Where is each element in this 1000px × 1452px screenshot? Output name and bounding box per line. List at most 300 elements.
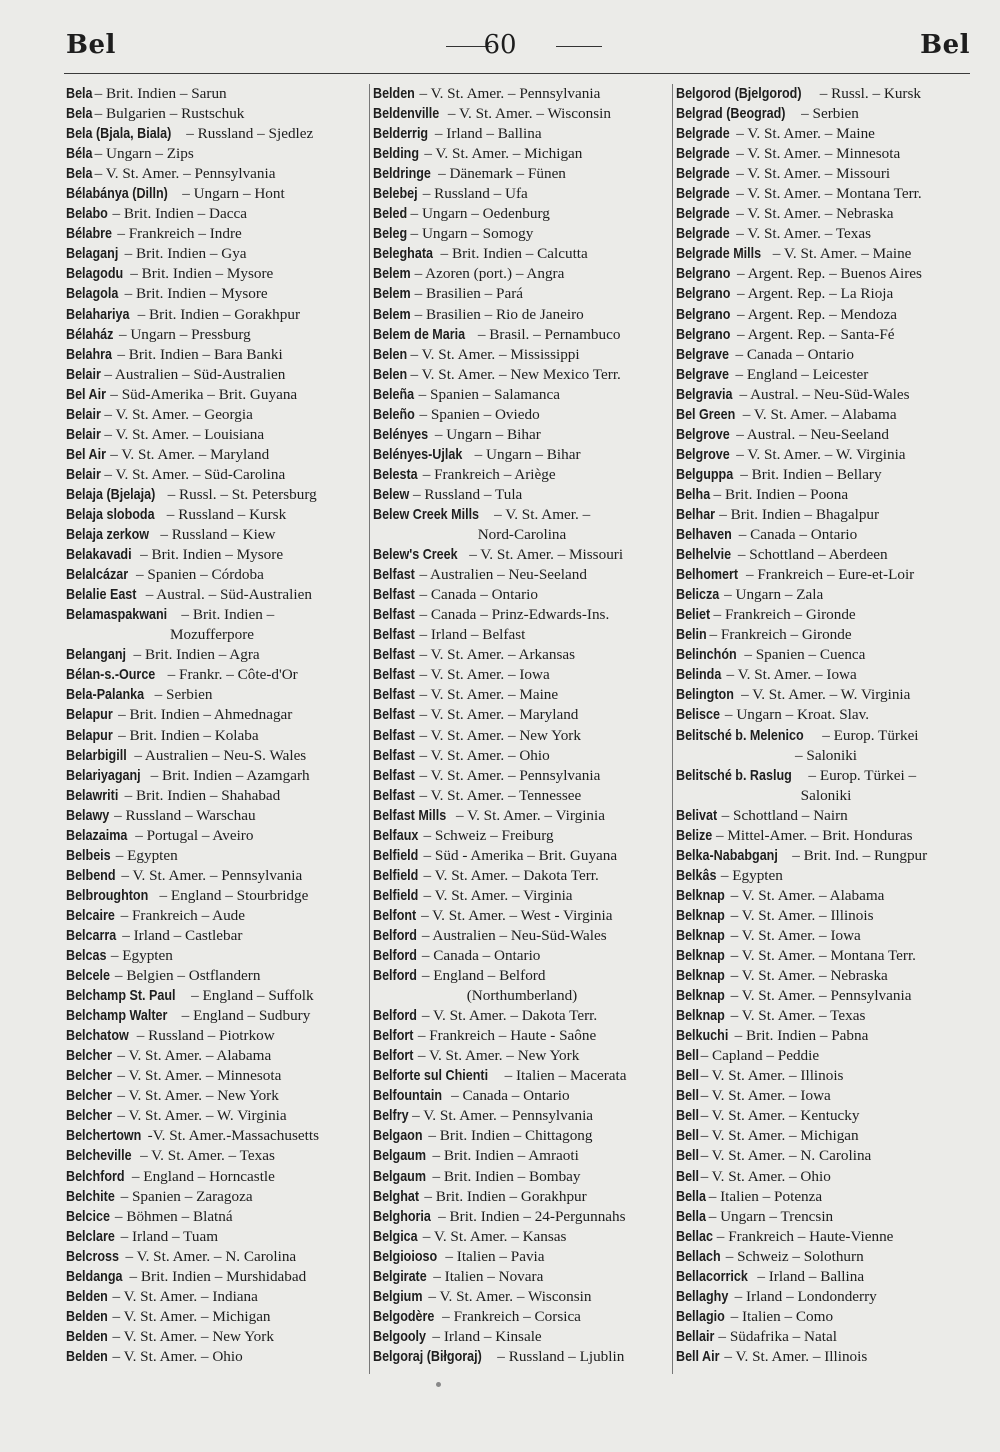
gazetteer-entry <box>676 244 976 264</box>
entry-location: – Portugal – Aveiro <box>131 826 254 844</box>
entry-location: – Süd-Amerika – Brit. Guyana <box>106 385 298 403</box>
entry-headword: Belaja zerkow <box>66 527 150 544</box>
entry-headword: Belfort <box>373 1028 414 1045</box>
entry-location: – Irland – Tuam <box>116 1227 219 1245</box>
entry-headword: Belagola <box>66 286 119 303</box>
entry-headword: Belclare <box>66 1228 115 1245</box>
entry-headword: Belényes-Ujlak <box>373 446 463 463</box>
entry-headword: Belchertown <box>66 1128 142 1145</box>
entry-location: – Irland – Castlebar <box>118 926 243 944</box>
entry-headword: Béla <box>66 146 93 163</box>
entry-location: – Brit. Indien – Bhagalpur <box>715 505 880 523</box>
gazetteer-entry <box>66 746 358 766</box>
entry-headword: Belfast <box>373 587 415 604</box>
entry-headword: Belfast <box>373 787 415 804</box>
entry-location: – Serbien <box>797 105 859 123</box>
entry-location: – Schweiz – Solothurn <box>721 1247 864 1265</box>
gazetteer-entry <box>676 1026 976 1046</box>
gazetteer-entry <box>373 1207 671 1227</box>
entry-location: – Brit. Indien – 24-Pergunnahs <box>434 1207 626 1225</box>
entry-headword: Belitsché b. Raslug <box>676 767 792 784</box>
entry-headword: Bell <box>676 1068 700 1085</box>
entry-location: – V. St. Amer. – Iowa <box>722 666 857 684</box>
entry-headword: Belinda <box>676 667 722 684</box>
gazetteer-entry <box>676 1046 976 1066</box>
entry-headword: Belforte sul Chienti <box>373 1068 489 1085</box>
entry-headword: Belfast <box>373 767 415 784</box>
entry-location: – Italien – Potenza <box>704 1187 823 1205</box>
entry-location: – Ungarn – Zala <box>720 586 824 604</box>
gazetteer-entry <box>373 184 671 204</box>
gazetteer-entry <box>373 1086 671 1106</box>
gazetteer-entry <box>66 224 358 244</box>
entry-headword: Beldanga <box>66 1268 123 1285</box>
gazetteer-entry <box>66 1046 358 1066</box>
entry-headword: Belcher <box>66 1088 113 1105</box>
gazetteer-entry <box>66 204 358 224</box>
entry-location: – Brit. Indien – Ahmednagar <box>114 706 293 724</box>
entry-headword: Belem <box>373 286 411 303</box>
entry-location: – England – Suffolk <box>187 987 314 1005</box>
gazetteer-entry <box>66 1167 358 1187</box>
gazetteer-entry <box>66 1187 358 1207</box>
gazetteer-entry <box>676 164 976 184</box>
entry-continuation: – Saloniki <box>794 746 858 764</box>
entry-location: – Böhmen – Blatná <box>111 1207 233 1225</box>
gazetteer-entry <box>373 685 671 705</box>
entry-location: – Australien – Neu-Seeland <box>415 566 587 584</box>
gazetteer-entry <box>373 545 671 565</box>
entry-headword: Belfast <box>373 627 415 644</box>
entry-location: – V. St. Amer. – <box>490 505 591 523</box>
entry-headword: Belgrano <box>676 286 731 303</box>
entry-headword: Beliet <box>676 607 711 624</box>
entry-location: – Brit. Indien – Shahabad <box>120 786 281 804</box>
gazetteer-entry <box>676 465 976 485</box>
gazetteer-entry <box>373 826 671 846</box>
entry-headword: Belazaima <box>66 827 128 844</box>
gazetteer-entry <box>676 665 976 685</box>
entry-location: – V. St. Amer. – Dakota Terr. <box>419 866 599 884</box>
entry-location: – Russland – Kiew <box>156 526 276 544</box>
gazetteer-entry <box>676 425 976 445</box>
entry-location: – V. St. Amer. – Texas <box>726 1007 866 1025</box>
entry-location: – V. St. Amer. – Pennsylvania <box>117 866 303 884</box>
gazetteer-entry <box>373 726 671 746</box>
entry-location: – Brasilien – Pará <box>410 285 524 303</box>
gazetteer-entry <box>373 1227 671 1247</box>
gazetteer-entry <box>66 866 358 886</box>
entry-headword: Belapur <box>66 727 113 744</box>
gazetteer-entry <box>676 445 976 465</box>
gazetteer-entry <box>373 645 671 665</box>
entry-headword: Belcice <box>66 1208 110 1225</box>
entry-headword: Belfast <box>373 607 415 624</box>
entry-location: – V. St. Amer. – Iowa <box>726 926 861 944</box>
entry-headword: Belfield <box>373 847 419 864</box>
entry-location: – Canada – Ontario <box>447 1087 570 1105</box>
entry-headword: Belgrade <box>676 166 730 183</box>
entry-location: – Frankreich – Ariège <box>418 465 556 483</box>
gazetteer-entry <box>676 886 976 906</box>
entry-location: – V. St. Amer. – New York <box>414 1047 580 1065</box>
gazetteer-entry <box>66 966 358 986</box>
gazetteer-entry <box>676 1207 976 1227</box>
entry-headword: Belkâs <box>676 867 717 884</box>
entry-location: – V. St. Amer. – Maryland <box>106 445 270 463</box>
gazetteer-entry <box>66 144 358 164</box>
entry-location: – V. St. Amer. – Michigan <box>696 1127 859 1145</box>
entry-location: – Azoren (port.) – Angra <box>410 265 565 283</box>
gazetteer-entry <box>676 1307 976 1327</box>
entry-headword: Beled <box>373 206 408 223</box>
entry-location: – Brit. Indien – Gya <box>120 245 247 263</box>
entry-headword: Belfry <box>373 1108 409 1125</box>
entry-location: – Canada – Ontario <box>415 586 538 604</box>
gazetteer-entry <box>66 485 358 505</box>
gazetteer-entry <box>676 365 976 385</box>
entry-location: – V. St. Amer. – Illinois <box>696 1067 844 1085</box>
entry-location: – V. St. Amer. – Illinois <box>726 906 874 924</box>
entry-headword: Bell <box>676 1168 700 1185</box>
entry-location: – Brit. Indien – Amraoti <box>428 1147 579 1165</box>
entry-headword: Belair <box>66 426 101 443</box>
gazetteer-entry <box>66 264 358 284</box>
entry-location: – V. St. Amer. – New Mexico Terr. <box>406 365 621 383</box>
entry-location: – Spanien – Cuenca <box>740 646 866 664</box>
entry-location: – V. St. Amer. – Kansas <box>418 1227 567 1245</box>
entry-location: – V. St. Amer. – Maine <box>415 686 559 704</box>
entry-headword: Belaja (Bjelaja) <box>66 486 156 503</box>
entry-location: – V. St. Amer. – Minnesota <box>113 1067 282 1085</box>
entry-headword: Bellach <box>676 1248 721 1265</box>
entry-location: – Brit. Indien – Murshidabad <box>125 1267 307 1285</box>
page-header <box>0 26 1000 72</box>
column-1 <box>66 84 358 1367</box>
entry-headword: Belew's Creek <box>373 547 458 564</box>
entry-headword: Belcas <box>66 948 107 965</box>
gazetteer-entry <box>66 826 358 846</box>
gazetteer-entry <box>373 1046 671 1066</box>
entry-headword: Belgooly <box>373 1328 426 1345</box>
entry-location: – Spanien – Oviedo <box>415 405 540 423</box>
entry-location: – Brit. Indien – Sarun <box>90 85 227 102</box>
entry-headword: Belgoraj (Biłgoraj) <box>373 1348 482 1365</box>
entry-headword: Bellac <box>676 1228 713 1245</box>
gazetteer-entry <box>676 1347 976 1367</box>
gazetteer-entry <box>373 385 671 405</box>
gazetteer-entry <box>66 1066 358 1086</box>
entry-headword: Bell <box>676 1148 700 1165</box>
entry-location: – Russland – Piotrkow <box>132 1027 275 1045</box>
entry-headword: Belgrove <box>676 446 730 463</box>
entry-location: – Brit. Indien – Bombay <box>428 1167 581 1185</box>
gazetteer-entry <box>373 1106 671 1126</box>
entry-headword: Belden <box>66 1308 108 1325</box>
entry-headword: Belgioioso <box>373 1248 438 1265</box>
entry-location: – Frankreich – Haute-Vienne <box>713 1227 894 1245</box>
entry-location: – Brit. Indien – Bellary <box>736 465 882 483</box>
gazetteer-entry <box>676 1227 976 1247</box>
gazetteer-entry <box>676 906 976 926</box>
entry-location: – Belgien – Ostflandern <box>111 967 261 985</box>
gazetteer-entry <box>373 906 671 926</box>
entry-location: – V. St. Amer. – Michigan <box>420 145 583 163</box>
gazetteer-entry <box>373 605 671 625</box>
entry-location: – V. St. Amer. – Montana Terr. <box>726 947 916 965</box>
entry-headword: Belfaux <box>373 827 419 844</box>
gazetteer-entry <box>676 505 976 525</box>
gazetteer-entry <box>373 1267 671 1287</box>
gazetteer-entry <box>676 305 976 325</box>
gazetteer-entry <box>676 1167 976 1187</box>
gazetteer-entry <box>676 1287 976 1307</box>
gazetteer-entry <box>676 926 976 946</box>
gazetteer-entry <box>676 1267 976 1287</box>
entry-location: – V. St. Amer. – Dakota Terr. <box>418 1007 598 1025</box>
entry-location: – Brit. Indien – Mysore <box>136 546 284 564</box>
entry-location: – Brit. Indien – Chittagong <box>424 1127 593 1145</box>
entry-headword: Belgrade <box>676 206 730 223</box>
entry-headword: Belfast <box>373 747 415 764</box>
gazetteer-entry <box>66 365 358 385</box>
entry-location: – Italien – Novara <box>429 1267 544 1285</box>
gazetteer-entry <box>676 766 976 806</box>
entry-location: – Frankr. – Côte-d'Or <box>163 666 298 684</box>
entry-headword: Belfast <box>373 687 415 704</box>
gazetteer-entry <box>66 986 358 1006</box>
entry-headword: Beldenville <box>373 106 440 123</box>
entry-location: – Ungarn – Hont <box>178 185 285 203</box>
entry-location: – V. St. Amer. – Alabama <box>738 405 897 423</box>
entry-location: -V. St. Amer.-Massachusetts <box>147 1127 319 1145</box>
entry-headword: Belanganj <box>66 647 126 664</box>
gazetteer-entry <box>66 946 358 966</box>
entry-location: – V. St. Amer. – Louisiana <box>100 425 265 443</box>
gazetteer-entry <box>66 345 358 365</box>
entry-headword: Belfort <box>373 1048 414 1065</box>
entry-location: – Egypten <box>717 866 783 884</box>
entry-headword: Belgrade Mills <box>676 246 762 263</box>
gazetteer-entry <box>66 605 358 645</box>
entry-headword: Belgaon <box>373 1128 423 1145</box>
entry-location: – V. St. Amer. – Iowa <box>696 1087 831 1105</box>
entry-location: – Schottland – Aberdeen <box>734 546 888 564</box>
entry-location: – Russland – Tula <box>409 485 523 503</box>
entry-headword: Bel Green <box>676 406 736 423</box>
gazetteer-entry <box>373 445 671 465</box>
gazetteer-entry <box>373 565 671 585</box>
entry-headword: Bellair <box>676 1328 715 1345</box>
entry-location: – Irland – Londonderry <box>730 1287 877 1305</box>
gazetteer-entry <box>373 625 671 645</box>
entry-headword: Belchite <box>66 1188 115 1205</box>
entry-location: – Canada – Ontario <box>418 947 541 965</box>
gazetteer-entry <box>373 465 671 485</box>
entry-headword: Belcher <box>66 1108 113 1125</box>
entry-location: – V. St. Amer. – Ohio <box>415 746 550 764</box>
entry-headword: Belha <box>676 486 711 503</box>
entry-location: – Austral. – Neu-Seeland <box>732 425 889 443</box>
gazetteer-entry <box>373 665 671 685</box>
entry-location: – V. St. Amer. – Nebraska <box>732 205 894 223</box>
gazetteer-entry <box>66 565 358 585</box>
entry-headword: Belknap <box>676 1008 725 1025</box>
entry-headword: Belgrano <box>676 266 731 283</box>
entry-headword: Belen <box>373 366 408 383</box>
entry-headword: Belkuchi <box>676 1028 729 1045</box>
entry-location: – Irland – Belfast <box>415 626 526 644</box>
entry-location: – Ungarn – Somogy <box>406 225 534 243</box>
entry-location: – Brit. Indien – Azamgarh <box>146 766 310 784</box>
entry-location: – Süd - Amerika – Brit. Guyana <box>419 846 618 864</box>
entry-headword: Belchatow <box>66 1028 129 1045</box>
entry-headword: Belfountain <box>373 1088 443 1105</box>
gazetteer-entry <box>676 84 976 104</box>
gazetteer-entry <box>66 405 358 425</box>
entry-location: – Serbien <box>150 686 213 704</box>
entry-location: – V. St. Amer. – Mississippi <box>406 345 580 363</box>
entry-location: – V. St. Amer. – Maine <box>768 245 912 263</box>
entry-location: – V. St. Amer. – Virginia <box>419 886 573 904</box>
entry-location: – V. St. Amer. – Wisconsin <box>424 1287 592 1305</box>
entry-location: – V. St. Amer. – New York <box>108 1327 274 1345</box>
gazetteer-entry <box>66 124 358 144</box>
gazetteer-entry <box>66 545 358 565</box>
entry-location: – V. St. Amer. – Pennsylvania <box>726 987 912 1005</box>
entry-location: – Ungarn – Oedenburg <box>406 205 550 223</box>
entry-headword: Belguppa <box>676 466 734 483</box>
entry-location: – Egypten <box>111 846 178 864</box>
entry-location: – Argent. Rep. – Buenos Aires <box>733 265 922 283</box>
entry-continuation: Saloniki <box>800 786 852 804</box>
entry-headword: Bélabre <box>66 226 113 243</box>
entry-headword: Belka-Nababganj <box>676 847 778 864</box>
entry-location: – Canada – Ontario <box>734 526 858 544</box>
entry-headword: Bell <box>676 1088 700 1105</box>
entry-headword: Belgaum <box>373 1168 427 1185</box>
entry-location: – V. St. Amer. – Ohio <box>696 1167 831 1185</box>
gazetteer-entry <box>676 224 976 244</box>
entry-location: – Frankreich – Gironde <box>709 606 856 624</box>
entry-headword: Belgrove <box>676 426 730 443</box>
entry-location: – England – Belford <box>418 967 546 985</box>
gazetteer-entry <box>373 1146 671 1166</box>
gazetteer-entry <box>66 505 358 525</box>
gazetteer-entry <box>66 465 358 485</box>
entry-headword: Belfast Mills <box>373 807 447 824</box>
entry-headword: Belgrade <box>676 186 730 203</box>
gazetteer-entry <box>66 84 358 104</box>
entry-location: – V. St. Amer. – Illinois <box>720 1347 868 1365</box>
entry-headword: Belford <box>373 948 417 965</box>
entry-headword: Belgodère <box>373 1308 435 1325</box>
gazetteer-entry <box>676 204 976 224</box>
entry-location: – V. St. Amer. – Maryland <box>415 706 579 724</box>
gazetteer-entry <box>66 806 358 826</box>
entry-headword: Belalcázar <box>66 567 129 584</box>
entry-headword: Belchamp Walter <box>66 1008 168 1025</box>
gazetteer-entry <box>676 826 976 846</box>
gazetteer-entry <box>676 966 976 986</box>
entry-location: – Spanien – Córdoba <box>132 566 264 584</box>
entry-headword: Belhelvie <box>676 547 732 564</box>
entry-headword: Belfast <box>373 707 415 724</box>
entry-headword: Belagodu <box>66 266 124 283</box>
gazetteer-entry <box>373 204 671 224</box>
entry-headword: Belcher <box>66 1048 113 1065</box>
gazetteer-entry <box>66 104 358 124</box>
entry-headword: Belden <box>66 1288 108 1305</box>
gazetteer-entry <box>676 1247 976 1267</box>
gazetteer-entry <box>676 545 976 565</box>
entry-location: – Schweiz – Freiburg <box>419 826 554 844</box>
gazetteer-entry <box>676 325 976 345</box>
entry-location: – V. St. Amer. – Arkansas <box>415 646 576 664</box>
entry-headword: Belford <box>373 927 417 944</box>
entry-location: – Ungarn – Bihar <box>431 425 541 443</box>
gazetteer-entry <box>373 425 671 445</box>
entry-continuation: (Northumberland) <box>466 987 578 1005</box>
gazetteer-entry <box>676 1106 976 1126</box>
entry-headword: Belgrade <box>676 126 730 143</box>
entry-headword: Belisce <box>676 707 720 724</box>
entry-headword: Belgrade <box>676 146 730 163</box>
gazetteer-entry <box>373 705 671 725</box>
entry-headword: Belahra <box>66 346 113 363</box>
entry-location: – V. St. Amer. – W. Virginia <box>732 445 906 463</box>
entry-headword: Belford <box>373 968 417 985</box>
gazetteer-entry <box>676 1006 976 1026</box>
entry-headword: Belgaum <box>373 1148 427 1165</box>
entry-headword: Belhaven <box>676 527 732 544</box>
gazetteer-entry <box>66 1126 358 1146</box>
entry-location: – V. St. Amer. – Virginia <box>452 806 605 824</box>
gazetteer-entry <box>66 766 358 786</box>
entry-headword: Belding <box>373 146 420 163</box>
gazetteer-entry <box>373 345 671 365</box>
gazetteer-entry <box>676 585 976 605</box>
entry-headword: Belbeis <box>66 847 111 864</box>
entry-location: – Brit. Indien – Bara Banki <box>113 345 283 363</box>
entry-location: – V. St. Amer. – Alabama <box>726 886 885 904</box>
entry-headword: Belchford <box>66 1168 125 1185</box>
entry-location: – Frankreich – Corsica <box>438 1307 581 1325</box>
gazetteer-entry <box>373 164 671 184</box>
entry-location: – V. St. Amer. – Montana Terr. <box>732 185 922 203</box>
entry-location: – Australien – Neu-Süd-Wales <box>418 926 607 944</box>
gazetteer-entry <box>373 1287 671 1307</box>
entry-location: – Australien – Süd-Australien <box>100 365 286 383</box>
entry-location: – Argent. Rep. – Mendoza <box>733 305 898 323</box>
gazetteer-entry <box>66 705 358 725</box>
entry-headword: Bellagio <box>676 1308 725 1325</box>
entry-location: – V. St. Amer. – W. Virginia <box>113 1107 287 1125</box>
header-dash-right <box>556 46 602 47</box>
gazetteer-entry <box>373 1006 671 1026</box>
entry-headword: Belden <box>66 1348 108 1365</box>
entry-headword: Belfield <box>373 867 419 884</box>
entry-headword: Belford <box>373 1008 417 1025</box>
gazetteer-entry <box>676 1187 976 1207</box>
entry-headword: Belhomert <box>676 567 739 584</box>
entry-headword: Belgrad (Beograd) <box>676 106 786 123</box>
entry-headword: Belair <box>66 366 101 383</box>
entry-location: – Brit. Indien – Pabna <box>730 1027 869 1045</box>
entry-headword: Belair <box>66 466 101 483</box>
gazetteer-entry <box>373 806 671 826</box>
entry-headword: Belden <box>66 1328 108 1345</box>
